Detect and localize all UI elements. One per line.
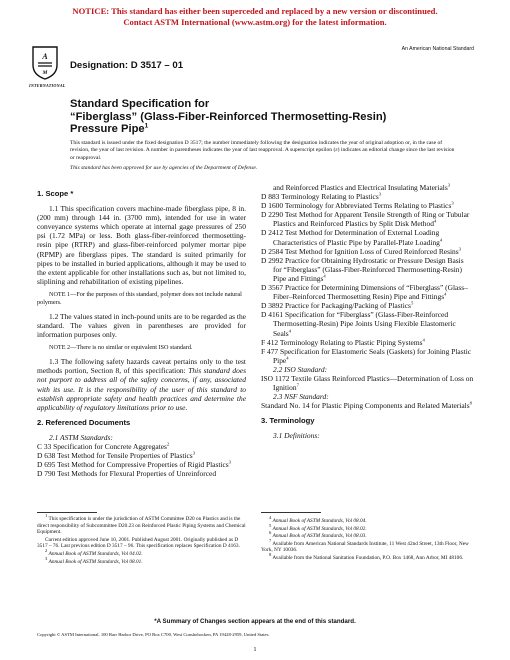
ref-fn: 4 (444, 291, 447, 297)
title-line-2: “Fiberglass” (Glass-Fiber-Reinforced Thermosetting-Resin) (70, 110, 387, 123)
ref-item (261, 374, 474, 392)
ref-text: Standard No. 14 for Plastic Piping Components and Related Materials (261, 401, 470, 411)
svg-text:A: A (42, 52, 48, 61)
footnote-number: 7 (269, 538, 272, 544)
astm-standards-heading: 2.1 ASTM Standards: (49, 432, 113, 442)
ref-item (261, 210, 474, 228)
ref-item (37, 442, 246, 451)
section-heading-scope: 1. Scope * (37, 189, 74, 198)
notice-line-1: NOTICE: This standard has either been superceded and replaced by a new version or discontinued. (72, 6, 438, 16)
ref-text: D 2992 Practice for Obtaining Hydrostatic or Pressure Design Basis for “Fiberglass” (Glass-Fiber-Reinforced Thermosetting-Resin) Pipe and Fittings (261, 255, 464, 283)
ref-text: D 638 Test Method for Tensile Properties of Plastics (37, 451, 193, 461)
footnote (261, 515, 474, 525)
ref-continuation (261, 183, 474, 192)
ref-text: D 883 Terminology Relating to Plastics (261, 192, 379, 202)
ref-item (261, 192, 474, 201)
copyright-line: Copyright © ASTM International, 100 Barr Harbor Drive, PO Box C700, West Conshohocken, PA 19428-2959, United States. (37, 632, 270, 637)
american-national-standard-label: An American National Standard (401, 46, 474, 52)
ref-item (261, 401, 474, 410)
ref-item (37, 469, 246, 478)
issued-statement: This standard is issued under the fixed designation D 3517; the number immediately following the designation indicates the year of original adoption or, in the case of revision, the year of last revision. A number in parentheses indicates the year of last reapproval. A superscript epsilon (ε) indicates an editorial change since the last revision or reapproval. (70, 140, 455, 161)
ref-item (261, 338, 474, 347)
section-heading-referenced-documents: 2. Referenced Documents (37, 417, 131, 427)
footnote-number: 5 (269, 522, 272, 528)
ref-text: D 2290 Test Method for Apparent Tensile Strength of Ring or Tubular Plastics and Reinforced Plastics by Split Disk Method (261, 210, 470, 229)
ref-item (261, 247, 474, 256)
footnotes-right (261, 515, 474, 563)
nsf-standard-heading: 2.3 NSF Standard: (273, 392, 329, 402)
ref-text: D 2584 Test Method for Ignition Loss of Cured Reinforced Resins (261, 246, 459, 256)
ref-text: D 790 Test Methods for Flexural Properties of Unreinforced (37, 469, 217, 479)
safety-caveat: This standard does not purport to address all of the safety concerns, if any, associated with its use. It is the responsibility of the user of this standard to establish appropriate safety and health practices and determine the applicability of regulatory limitations prior to use. (37, 366, 246, 412)
footnote (261, 552, 474, 562)
ref-item (261, 256, 474, 283)
ref-text: D 3892 Practice for Packaging/Packing of Plastics (261, 301, 411, 311)
ref-fn: 4 (433, 218, 437, 224)
footnote-number: 2 (45, 548, 48, 554)
left-column (37, 183, 246, 478)
summary-of-changes-note: *A Summary of Changes section appears at the end of this standard. (154, 618, 356, 625)
footnote (261, 530, 474, 540)
footnote-text: Annual Book of ASTM Standards, Vol 08.02. (272, 525, 367, 532)
ref-item (261, 301, 474, 310)
ref-text: F 412 Terminology Relating to Plastic Piping Systems (261, 337, 423, 347)
footnote (37, 537, 246, 550)
ref-fn: 4 (439, 237, 443, 243)
svg-text:M: M (42, 70, 48, 76)
definitions-heading: 3.1 Definitions: (273, 431, 320, 441)
astm-logo (30, 45, 60, 81)
footnote-divider-right (261, 512, 321, 513)
right-column (261, 183, 474, 441)
notice-banner (0, 6, 510, 28)
ref-fn: 4 (323, 273, 326, 279)
footnote-number: 4 (269, 515, 272, 521)
ref-fn: 3 (451, 200, 454, 206)
footnote (261, 538, 474, 554)
ref-text: D 4161 Specification for “Fiberglass” (Glass-Fiber-Reinforced Thermosetting-Resin) Pipe Joints Using Flexible Elastomeric Seals (261, 310, 456, 338)
footnote-number: 3 (45, 555, 48, 561)
title-footnote-ref: 1 (144, 122, 149, 130)
footnote-text: Available from American National Standards Institute, 11 West 42nd Street, 13th Floor, New York, NY 10036. (261, 540, 469, 554)
title-line-1: Standard Specification for (70, 98, 210, 110)
footnote-text: Annual Book of ASTM Standards, Vol 08.04. (272, 518, 367, 524)
para-1-2: 1.2 The values stated in inch-pound units are to be regarded as the standard. The values given in parentheses are provided for information purposes only. (37, 311, 246, 340)
footnote-text: Annual Book of ASTM Standards, Vol 08.03. (272, 533, 367, 540)
footnote (37, 555, 246, 566)
footnote (37, 513, 246, 536)
notice-line-2: Contact ASTM International (www.astm.org) for the latest information. (123, 17, 387, 27)
logo-caption: INTERNATIONAL (29, 83, 66, 88)
ref-text: and Reinforced Plastics and Electrical Insulating Materials (273, 183, 448, 192)
designation: Designation: D 3517 – 01 (70, 60, 184, 71)
title-line-3: Pressure Pipe (70, 123, 145, 136)
ref-fn: 4 (288, 328, 291, 334)
document-title (70, 98, 450, 136)
footnote-text: Current edition approved June 10, 2001. Published August 2001. Originally published as D 3517 – 76. Last previous edition D 3517 – 96. This specification replaces Specification D 4163. (37, 536, 240, 550)
ref-fn: 8 (469, 400, 472, 406)
ref-item (261, 310, 474, 337)
note-2: NOTE 2—There is no similar or equivalent ISO standard. (49, 344, 193, 352)
footnote (37, 548, 246, 558)
footnote-text: Annual Book of ASTM Standards, Vol 08.01. (48, 558, 143, 565)
ref-fn: 5 (410, 300, 414, 306)
ref-item (261, 201, 474, 210)
ref-text: D 2412 Test Method for Determination of External Loading Characteristics of Plastic Pipe by Parallel-Plate Loading (261, 228, 440, 247)
page-number: 1 (253, 646, 257, 653)
ref-fn: 7 (296, 382, 299, 388)
footnote-text: Annual Book of ASTM Standards, Vol 04.02. (48, 550, 143, 557)
ref-text: C 33 Specification for Concrete Aggregates (37, 441, 167, 451)
ref-text: ISO 1172 Textile Glass Reinforced Plastics—Determination of Loss on Ignition (261, 373, 474, 393)
ref-fn: 3 (192, 450, 195, 456)
footnote-number: 1 (45, 513, 48, 519)
para-1-1: 1.1 This specification covers machine-made fiberglass pipe, 8 in. (200 mm) through 144 in. (3700 mm), intended for use in water conveyance systems which operate at internal gage pressures of 250 psi (1.72 MPa) or less. Both glass-fiber-reinforced thermosetting-resin pipe (RTRP) and glass-fiber-reinforced polymer mortar pipe (RPMP) are fiberglass pipes. The standard is suited primarily for pipes to be installed in buried applications, although it may be used to the extent applicable for other installations such as, but not limited to, sliplining and rehabilitation of existing pipelines. (37, 204, 246, 286)
ref-fn: 3 (447, 182, 451, 188)
footnote-text: This specification is under the jurisdiction of ASTM Committee D20 on Plastics and is the direct responsibility of Subcommittee D20.23 on Reinforced Plastic Piping Systems and Chemical Equipment. (37, 516, 246, 536)
ref-text: D 695 Test Method for Compressive Properties of Rigid Plastics (37, 460, 229, 470)
ref-fn: 4 (422, 337, 425, 343)
approved-statement: This standard has been approved for use by agencies of the Department of Defense. (70, 165, 258, 171)
footnote-number: 6 (269, 530, 272, 536)
note-1: NOTE 1—For the purposes of this standard, polymer does not include natural polymers. (37, 290, 242, 306)
footnotes-left (37, 513, 246, 566)
ref-item (37, 460, 246, 469)
ref-item (261, 228, 474, 246)
footnote-number: 8 (269, 552, 272, 558)
ref-fn: 3 (378, 191, 382, 197)
iso-standard-heading: 2.2 ISO Standard: (273, 364, 328, 374)
ref-fn: 3 (458, 246, 461, 252)
para-1-3-text: 1.3 The following safety hazards caveat pertains only to the test methods portion, Section 8, of this specification: (37, 357, 246, 376)
footnote (261, 522, 474, 536)
para-1-3 (37, 357, 246, 412)
ref-text: D 1600 Terminology for Abbreviated Terms Relating to Plastics (261, 201, 452, 211)
ref-item (261, 283, 474, 301)
ref-fn: 2 (166, 441, 170, 447)
ref-text: F 477 Specification for Elastomeric Seals (Gaskets) for Joining Plastic Pipe (261, 346, 472, 365)
ref-text: D 3567 Practice for Determining Dimensions of “Fiberglass” (Glass–Fiber–Reinforced Thermosetting Resin) Pipe and Fittings (261, 283, 468, 302)
ref-item (37, 451, 246, 460)
footnote-text: Available from the National Sanitation Foundation, P.O. Box 1468, Ann Arbor, MI 48106. (272, 554, 464, 561)
ref-fn: 4 (286, 355, 289, 361)
ref-fn: 3 (228, 459, 231, 465)
section-heading-terminology: 3. Terminology (261, 416, 315, 426)
ref-item (261, 347, 474, 365)
title-line-3-wrap (70, 123, 450, 136)
